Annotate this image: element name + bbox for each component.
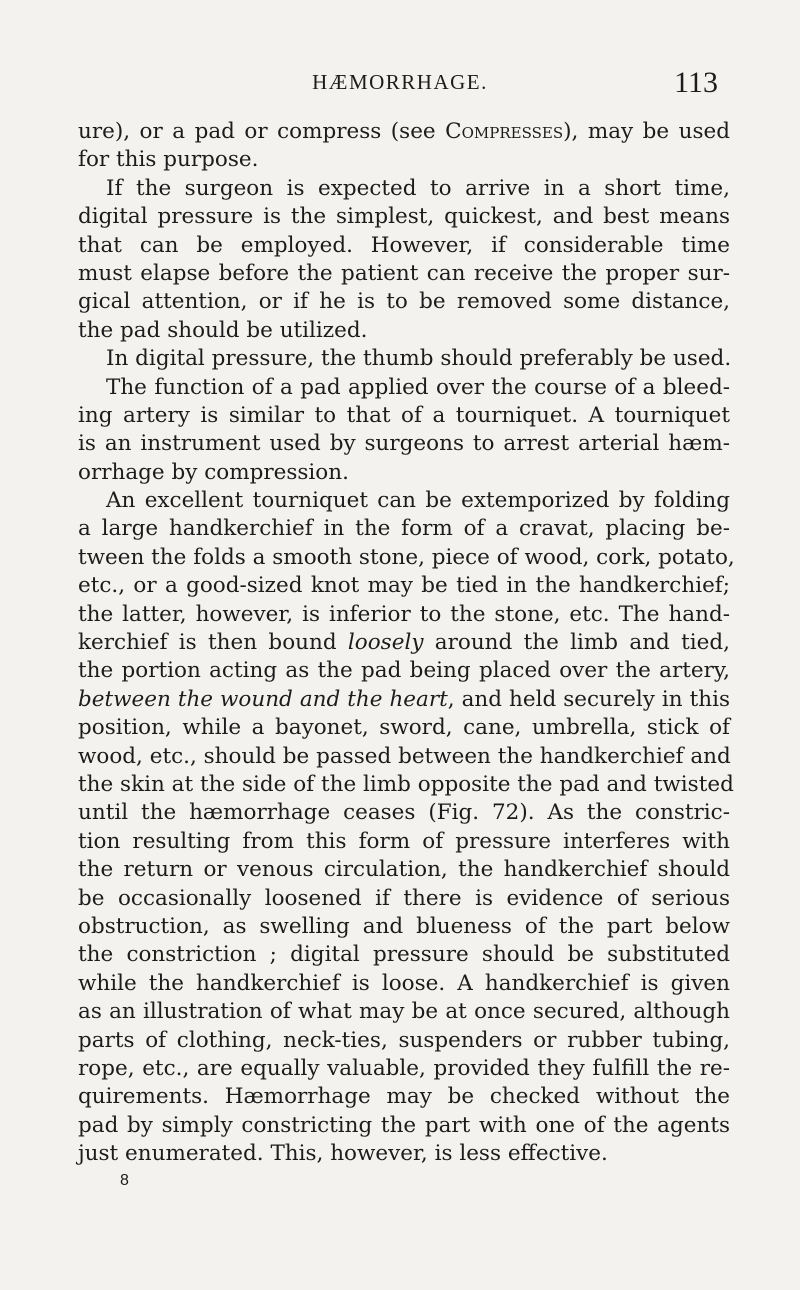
text-line: In digital pressure, the thumb should preferably be used.: [106, 346, 732, 372]
text-line: a large handkerchief in the form of a cravat, placing be-: [78, 516, 730, 542]
text-line: An excellent tourniquet can be extemporized by folding: [106, 488, 730, 514]
text-line: be occasionally loosened if there is evidence of serious: [78, 885, 730, 911]
text-line: parts of clothing, neck-ties, suspenders or rubber tubing,: [78, 1027, 730, 1053]
text-line: obstruction, as swelling and blueness of the part below: [78, 913, 730, 939]
text-run: , and held securely in this: [447, 686, 730, 712]
text-line: the portion acting as the pad being placed over the artery,: [78, 658, 730, 684]
body-text: [78, 118, 735, 1168]
text-line: The function of a pad applied over the course of a bleed-: [106, 374, 730, 400]
text-line: rope, etc., are equally valuable, provided they fulfill the re-: [78, 1055, 730, 1081]
text-line: gical attention, or if he is to be removed some distance,: [78, 289, 730, 315]
text-line: the constriction ; digital pressure should be substituted: [78, 942, 730, 968]
text-line: ing artery is similar to that of a tourniquet. A tourniquet: [78, 402, 730, 428]
emphasis-between-wound-heart: between the wound and the heart: [78, 686, 448, 712]
text-line: must elapse before the patient can receive the proper sur-: [78, 260, 730, 286]
text-line: pad by simply constricting the part with one of the agents: [78, 1112, 730, 1138]
text-line: for this purpose.: [78, 147, 259, 173]
text-run: around the limb and tied,: [423, 630, 730, 656]
text-line: wood, etc., should be passed between the handkerchief and: [78, 743, 731, 769]
text-line: tion resulting from this form of pressure interferes with: [78, 828, 730, 854]
text-line: the latter, however, is inferior to the stone, etc. The hand-: [78, 601, 730, 627]
text-line: while the handkerchief is loose. A handkerchief is given: [78, 970, 730, 996]
text-line: that can be employed. However, if considerable time: [78, 232, 730, 258]
text-line: etc., or a good-sized knot may be tied in the handkerchief;: [78, 573, 730, 599]
text-line: [78, 686, 730, 714]
emphasis-loosely: loosely: [347, 630, 424, 656]
text-line: the pad should be utilized.: [78, 317, 368, 343]
text-line: just enumerated. This, however, is less effective.: [78, 1141, 608, 1167]
text-line: the skin at the side of the limb opposite the pad and twisted: [78, 771, 734, 797]
text-line: tween the folds a smooth stone, piece of wood, cork, potato,: [78, 544, 735, 570]
text-line: orrhage by compression.: [78, 459, 349, 485]
text-run: kerchief is then bound: [78, 630, 348, 656]
text-line: [78, 629, 730, 657]
text-line: position, while a bayonet, sword, cane, umbrella, stick of: [78, 715, 730, 741]
text-run: ), may be used: [563, 119, 730, 144]
text-line: until the hæmorrhage ceases (Fig. 72). As the constric-: [78, 800, 730, 826]
text-line: If the surgeon is expected to arrive in a short time,: [106, 175, 730, 201]
signature-mark: 8: [120, 1172, 129, 1189]
text-line: [78, 118, 730, 146]
text-run: ure), or a pad or compress (see: [78, 119, 446, 144]
text-line: digital pressure is the simplest, quickest, and best means: [78, 204, 730, 230]
text-line: as an illustration of what may be at once secured, although: [78, 999, 730, 1025]
running-title: HÆMORRHAGE.: [312, 70, 488, 94]
page-number: 113: [674, 66, 718, 99]
cross-reference: Compresses: [445, 119, 564, 144]
text-line: quirements. Hæmorrhage may be checked without the: [78, 1084, 730, 1110]
text-line: is an instrument used by surgeons to arrest arterial hæm-: [78, 431, 730, 457]
running-head: [0, 64, 800, 104]
text-line: the return or venous circulation, the handkerchief should: [78, 857, 730, 883]
